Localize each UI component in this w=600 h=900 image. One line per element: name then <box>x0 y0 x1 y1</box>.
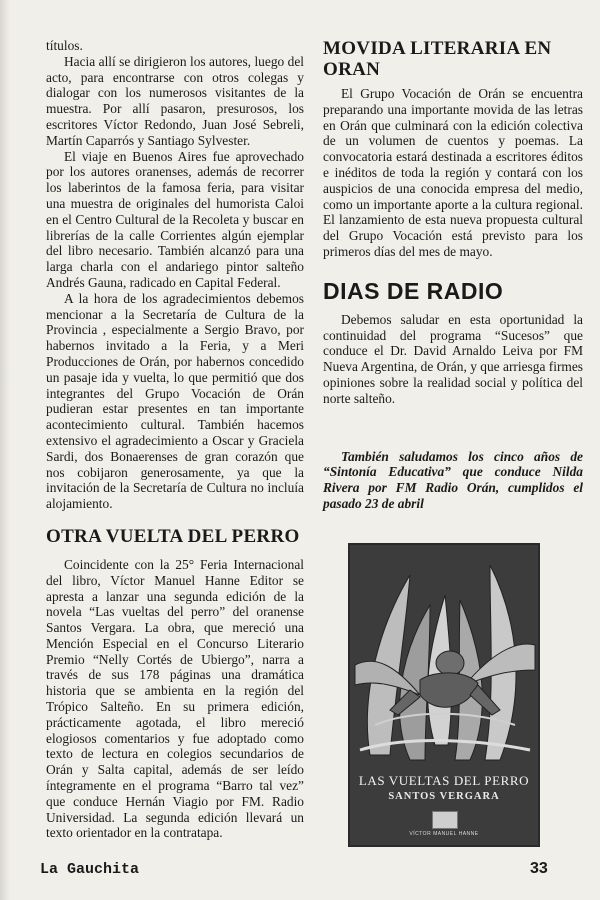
highlight-paragraph: También saludamos los cinco años de “Sintonía Educativa” que conduce Nilda Rivera por FM Radio Orán, cumplidos el pasado 23 de abril <box>323 448 583 511</box>
section-heading-dias-de-radio: DIAS DE RADIO <box>323 277 504 304</box>
paragraph: El viaje en Buenos Aires fue aprovechado por los autores oranenses, además de recorrer los laberintos de la famosa feria, para visitar una muestra de originales del humorista Caloi en el Centro Cultural de la Recoleta y buscar en librerías de la calle Corrientes algún ejemplar del libro necesario. También alcanzó para una larga charla con el andariego pintor salteño Andrés Gauna, radicado en Capital Federal. <box>46 148 304 290</box>
cover-author: SANTOS VERGARA <box>388 791 500 802</box>
paragraph: A la hora de los agradecimientos debemos mencionar a la Secretaría de Cultura de la Provincia , especialmente a Sergio Bravo, por habernos invitado a la Feria, y a Meri Producciones de Orán, por habernos concedido un pasaje ida y vuelta, lo que permitió que dos integrantes del Grupo Vocación de Orán pudieran estar presentes en tan importante acontecimiento cultural. También hacemos extensivo el agradecimiento a Oscar y Graciela Sardi, dos Bonaerenses de gran corazón que nos cobijaron generosamente, ya que la invitación de la Secretaría de Cultura no incluía alojamiento. <box>46 290 304 512</box>
page-edge <box>0 0 10 900</box>
paragraph: Coincidente con la 25° Feria Internacional del libro, Víctor Manuel Hanne Editor se apresta a lanzar una segunda edición de la novela “Las vueltas del perro” del oranense Santos Vergara. La obra, que mereció una Mención Especial en el Concurso Literario Premio “Nelly Cortés de Ubiergo”, narra a través de sus 178 páginas una dramática historia que se ambienta en la región del Trópico Salteño. En su primera edición, prácticamente agotada, el libro mereció elogiosos comentarios y fue adoptado como texto de lectura en colegios secundarios de Orán y Salta capital, además de ser leído íntegramente en el programa “Barro tal vez” que conduce Hernán Viagio por FM. Radio Universidad. La segunda edición llevará un texto orientador en la contratapa. <box>46 556 304 841</box>
paragraph: Debemos saludar en esta oportunidad la continuidad del programa “Sucesos” que conduce el Dr. David Arnaldo Leiva por FM Nueva Argentina, de Orán, y que arriesga firmes opiniones sobre la realidad social y política del norte salteño. <box>323 311 583 406</box>
left-column <box>46 38 304 841</box>
paragraph: Hacia allí se dirigieron los autores, luego del acto, para encontrarse con otros colegas y dialogar con los numerosos visitantes de la muestra. Por allí pasaron, presurosos, los escritores Víctor Redondo, Juan José Sebreli, Martín Caparrós y Santiago Sylvester. <box>46 53 304 148</box>
book-cover-image <box>348 543 540 847</box>
paragraph: El Grupo Vocación de Orán se encuentra preparando una importante movida de las letras en Orán que culminará con la edición colectiva de un volumen de cuentos y poemas. La convocatoria estará destinada a escritores éditos e inéditos de toda la región y contará con los auspicios de una conocida empresa del medio, como un importante aporte a la cultura regional. El lanzamiento de esta nueva propuesta cultural del Grupo Vocación está previsto para los primeros días del mes de mayo. <box>323 86 583 259</box>
paragraph: títulos. <box>46 38 83 53</box>
section-heading-movida-literaria: MOVIDA LITERARIA EN ORAN <box>323 38 552 80</box>
section-heading-otra-vuelta: OTRA VUELTA DEL PERRO <box>46 525 300 547</box>
cover-publisher: VÍCTOR MANUEL HANNE <box>409 831 479 837</box>
page-number: 33 <box>530 860 548 877</box>
publication-name: La Gauchita <box>40 861 140 878</box>
publisher-logo-icon <box>432 811 458 829</box>
cover-title: LAS VUELTAS DEL PERRO <box>358 773 530 788</box>
right-column <box>323 38 583 512</box>
